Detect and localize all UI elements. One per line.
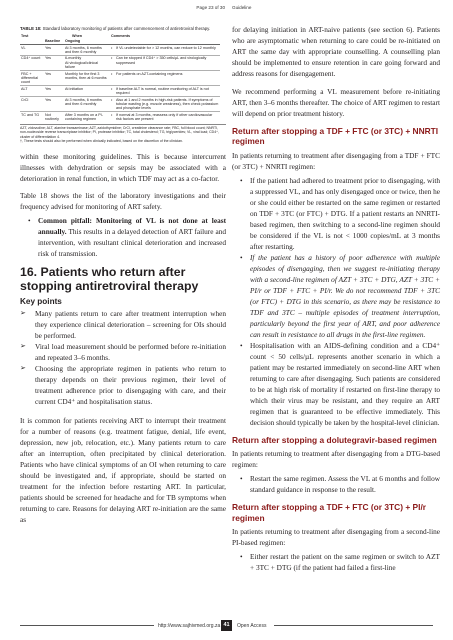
right-paragraph-4: In patients returning to treatment after disengaging from a DTG-based regimen:	[232, 449, 440, 470]
key-point-text: Many patients return to care after treatment interruption when they experience clinical deterioration – screening for OIs should be performed.	[35, 309, 226, 341]
open-access-label: Open Access	[237, 623, 267, 629]
bullet-text: Restart the same regimen. Assess the VL at 6 months and follow standard guidance in response to the result.	[250, 474, 440, 495]
cell-test: ALT	[20, 86, 44, 97]
table-header-when: When	[71, 33, 83, 38]
cell-baseline: Yes	[44, 45, 64, 56]
bullet-text: Either restart the patient on the same regimen or switch to AZT + 3TC + DTG (if the patient had failed a first-line	[250, 552, 440, 573]
cell-baseline: Not routinely	[44, 112, 64, 122]
right-paragraph-1: for delaying initiation in ART-naive patients (see section 6). Patients who are asymptomatic when returning to care could be re-initiated on ART the same day with appropriate counselling. A counselling plan should be implemented to ensure retention in care going forward and address reasons for disengagement.	[232, 25, 440, 78]
key-point-text: Viral load measurement should be performed before re-initiation and repeated 3–6 months.	[35, 342, 226, 363]
dtg-bullets	[232, 473, 440, 495]
key-points-heading: Key points	[20, 297, 62, 307]
table-header-baseline: Baseline	[44, 39, 64, 45]
page-footer	[0, 620, 453, 633]
cell-test: TC and TG	[20, 112, 44, 122]
comment-text: If VL undetectable for > 12 months, can reduce to 12 monthly	[116, 45, 216, 50]
cell-comments	[110, 55, 220, 70]
bullet-text: Hospitalisation with an AIDS-defining condition and a CD4⁺ count < 50 cells/µL represents another scenario in which a patient may be restarted immediately on second-line ART when returning to care after disengaging. Such patients are considered to be at high risk of mortality if restarted on first-line therapy to which their virus may be resistant, and they require an ART regimen that is guaranteed to be effective immediately. This decision should typically be taken by the hospital-level clinician.	[250, 340, 440, 427]
comment-bullet	[111, 113, 219, 122]
left-paragraph-1: within these monitoring guidelines. This is because intercurrent illnesses with dehydration or sepsis may be associated with a deterioration in renal function, in which TDF may act as a co-factor.	[20, 152, 226, 184]
subheading-nnrti-regimen: Return after stopping a TDF + FTC (or 3TC) + NNRTI regimen	[232, 126, 439, 147]
cell-baseline: Yes	[44, 55, 64, 70]
comment-bullet	[111, 56, 219, 65]
bullet-dot-icon: •	[111, 71, 113, 76]
table-caption	[20, 26, 226, 31]
pitfall-list	[20, 215, 226, 259]
right-column	[232, 24, 440, 573]
cell-baseline: Yes	[44, 97, 64, 112]
pitfall-bold: Common pitfall: Monitoring of VL is not done at least annually.	[38, 216, 226, 237]
nnrti-bullets	[232, 175, 440, 428]
left-paragraph-3: It is common for patients receiving ART to interrupt their treatment for a number of reasons (e.g. treatment fatigue, denial, life event, depression, new job, relocation, etc.). Many patients return to care after an interruption, often precipitated by clinical deterioration. Patients who have clinical symptoms of an OI when returning to care should be investigated and, if appropriate, should be started on treatment for the infection before restarting ART. In particular, patients should be screened for headache and for TB symptoms when returning to care. Reasons for delaying ART re-initiation are the same as	[20, 416, 226, 525]
cell-test: FBC + differential count	[20, 71, 44, 86]
table-header-ongoing: Ongoing	[64, 39, 110, 45]
cell-comments	[110, 71, 220, 86]
comment-text: If normal at 3 months, reassess only if other cardiovascular risk factors are present	[116, 112, 213, 122]
monitoring-table	[20, 33, 220, 122]
footer-rule-right	[274, 625, 433, 626]
cell-ongoing: After 3 months on a PI-containing regimen	[64, 112, 110, 122]
table-footnote: †, These tests should also be performed when clinically indicated, based on the discretion of the clinician.	[20, 139, 183, 144]
bullet-dot-icon: •	[111, 45, 113, 50]
cell-test: CrCl	[20, 97, 44, 112]
bullet-dot-icon: •	[111, 112, 113, 117]
key-point-item	[20, 363, 226, 407]
cell-ongoing: At 3 months, 6 months and then 6 monthly	[64, 97, 110, 112]
cell-comments	[110, 86, 220, 97]
arrow-bullet-icon: ➢	[20, 342, 26, 351]
comment-bullet	[111, 87, 219, 96]
left-column	[20, 26, 226, 525]
cell-test: CD4⁺ count	[20, 55, 44, 70]
cell-comments	[110, 97, 220, 112]
table-header-comments: Comments	[111, 33, 131, 38]
comment-text: For patients on AZT-containing regimens	[116, 71, 183, 76]
cell-ongoing: Monthly for the first 3 months, then at 6 months	[64, 71, 110, 86]
page-number-header: Page 23 of 30	[196, 5, 225, 10]
table-abbreviations: AZT, zidovudine; ALT, alanine transaminase; AZT, azidothymidine; CrCl, creatinine clearance rate; FBC, full blood count; NNRTI, non-nucleoside reverse transcriptase inhibitor; PI, protease inhibitor; TC, total cholesterol; TG, triglycerides; VL, viral load; CD4⁺, cluster of differentiation 4.	[20, 124, 226, 139]
comment-text: If baseline ALT is normal, routine monitoring of ALT is not required	[116, 86, 209, 96]
cell-comments	[110, 45, 220, 56]
cell-ongoing: At initiation	[64, 86, 110, 97]
arrow-bullet-icon: ➢	[20, 364, 26, 373]
pitfall-item: • Common pitfall: Monitoring of VL is not done at least annually. This results in a delayed detection of ART failure and intervention, with resultant clinical deterioration and increased risk of transmission.	[28, 216, 226, 259]
cell-comments	[110, 112, 220, 122]
table-caption-label: TABLE 18:	[20, 26, 42, 31]
journal-url-link[interactable]: http://www.sajhivmed.org.za	[158, 623, 221, 629]
bullet-item: • If the patient had adhered to treatment prior to disengaging, with a suppressed VL, and has only disengaged once or twice, then he or she could either be restarted on the same regimen or restarted on TDF + 3TC (or FTC) + DTG. If a patient restarts an NNRTI-based regimen, then switching to a second-line regimen should be considered if the VL is not < 1000 copies/mL at 3 months after restarting.	[240, 175, 440, 251]
table-header-test: Test	[21, 33, 29, 38]
section-label-header: Guideline	[232, 5, 252, 10]
arrow-bullet-icon: ➢	[20, 309, 26, 318]
table-row	[20, 71, 220, 86]
table-row	[20, 112, 220, 122]
right-paragraph-5: In patients returning to treatment after disengaging from a second-line PI-based regimen:	[232, 527, 440, 548]
section-heading-16: 16. Patients who return after stopping antiretroviral therapy	[20, 265, 199, 294]
bullet-dot-icon: •	[111, 86, 113, 91]
cell-test: VL	[20, 45, 44, 56]
footer-rule-left	[20, 625, 154, 626]
pitfall-text: This results in a delayed detection of ART failure and intervention, with resultant clinical deterioration and increased risk of transmission.	[38, 227, 226, 259]
left-paragraph-2: Table 18 shows the list of the laboratory investigations and their frequency advised for monitoring of ART safety.	[20, 191, 226, 212]
table-row	[20, 45, 220, 56]
key-points-list	[20, 308, 226, 407]
comment-bullet	[111, 72, 219, 76]
bullet-dot-icon: •	[111, 56, 113, 61]
comment-bullet	[111, 46, 219, 50]
right-paragraph-2: We recommend performing a VL measurement before re-initiating ART, then 3–6 months thereafter. The choice of ART regimen to restart will depend on prior treatment history.	[232, 87, 440, 118]
cell-baseline: Yes	[44, 86, 64, 97]
key-point-text: Choosing the appropriate regimen in patients who return to therapy depends on their previous regimen, their level of treatment adherence prior to disengaging with care, and their current CD4⁺ and hospitalisation status.	[35, 364, 226, 407]
bullet-item: • Hospitalisation with an AIDS-defining condition and a CD4⁺ count < 50 cells/µL represents another scenario in which a patient may be restarted immediately on second-line ART when returning to care after disengaging. Such patients are considered to be at high risk of mortality if restarted on first-line therapy to which their virus may be resistant, and they require an ART regimen that is guaranteed to be effective immediately. This decision should typically be taken by the hospital-level clinician.	[240, 340, 440, 427]
pi-bullets	[232, 551, 440, 573]
table-row	[20, 86, 220, 97]
bullet-item: • Restart the same regimen. Assess the VL at 6 months and follow standard guidance in response to the result.	[240, 474, 440, 495]
bullet-dot-icon: •	[111, 97, 113, 102]
table-row	[20, 55, 220, 70]
bullet-text: If the patient had adhered to treatment prior to disengaging, with a suppressed VL, and has only disengaged once or twice, then he or she could either be restarted on the same regimen or restarted on TDF + 3TC (or FTC) + DTG. If a patient restarts an NNRTI-based regimen, then switching to a second-line regimen should be considered if the VL is not < 1000 copies/mL at 3 months after restarting.	[250, 175, 440, 251]
comment-text: Can be stopped if CD4⁺ > 350 cells/µL and virologically suppressed	[116, 56, 207, 65]
right-paragraph-3: In patients returning to treatment after disengaging from a TDF + FTC (or 3TC) + NNRTI regimen:	[232, 150, 440, 171]
bullet-item: • Either restart the patient on the same regimen or switch to AZT + 3TC + DTG (if the patient had failed a first-line	[240, 552, 440, 573]
table-body	[20, 45, 220, 123]
footer-page-number: 41	[221, 620, 232, 631]
bullet-item: • If the patient has a history of poor adherence with multiple episodes of disengaging, then we suggest re-initiating therapy with a second-line regimen of AZT + 3TC + DTG, AZT + 3TC + PI/r or TDF + FTC + PI/r. We do not recommend TDF + 3TC (or FTC) + DTG in this scenario, as there may be resistance to TDF and 3TC – multiple episodes of treatment interruption, particularly beyond the first year of ART, and poor adherence can result in resistance to all drugs in the first-line regimen.	[240, 252, 440, 339]
table-row	[20, 97, 220, 112]
bullet-text-italic: If the patient has a history of poor adherence with multiple episodes of disengaging, then we suggest re-initiating therapy with a second-line regimen of AZT + 3TC + DTG, AZT + 3TC + PI/r or TDF + FTC + PI/r. We do not recommend TDF + 3TC (or FTC) + DTG in this scenario, as there may be resistance to TDF and 3TC – multiple episodes of treatment interruption, particularly beyond the first year of ART, and poor adherence can result in resistance to all drugs in the first-line regimen.	[250, 252, 440, 339]
table-caption-text: Standard laboratory monitoring of patients after commencement of antiretroviral therapy.	[41, 26, 211, 31]
comment-bullet	[111, 98, 219, 111]
key-point-item	[20, 308, 226, 341]
comment-text: Also at 1 and 2 months in high-risk patients. If symptoms of tubular wasting (e.g. muscle weakness), then check potassium and phosphate levels	[116, 97, 219, 111]
subheading-dtg-regimen: Return after stopping a dolutegravir-based regimen	[232, 434, 437, 445]
cell-ongoing: 6-monthly At virological/clinical failure	[64, 55, 110, 70]
key-point-item	[20, 341, 226, 363]
subheading-pi-regimen: Return after stopping a TDF + FTC (or 3TC) + PI/r regimen	[232, 502, 427, 523]
cell-ongoing: At 3 months, 6 months and then 6 monthly	[64, 45, 110, 56]
cell-baseline: Yes	[44, 71, 64, 86]
